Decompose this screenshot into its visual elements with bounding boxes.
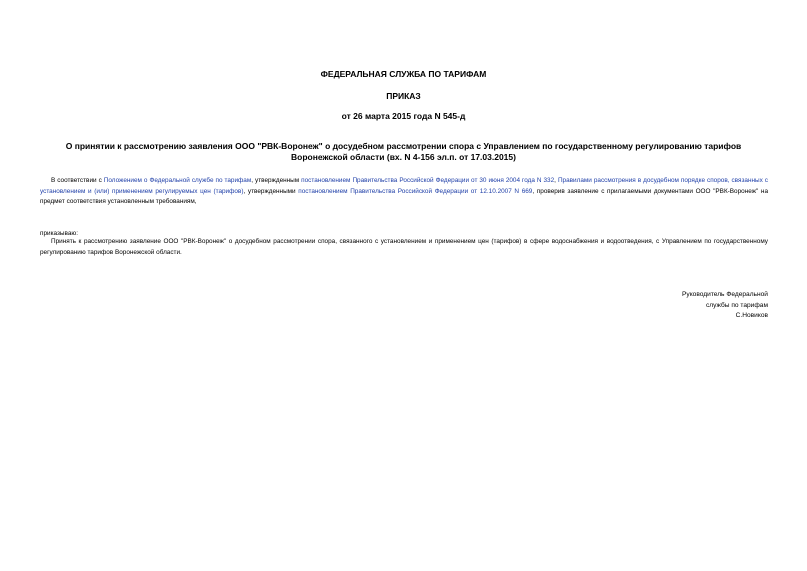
signature-line-2: службы по тарифам <box>705 301 768 309</box>
link-dispute-rules[interactable]: Правилами рассмотрения в досудебном порядке споров, связанных с установлением и (или) применением регулируемых цен (тарифов) <box>40 177 768 195</box>
preamble-text-5: , проверив заявление с прилагаемыми документами ООО "РВК-Воронеж" на предмет соответствия установленным требованиям, <box>40 187 769 205</box>
signature-block <box>568 290 768 322</box>
subject-line-1: О принятии к рассмотрению заявления ООО "РВК-Воронеж" о досудебном рассмотрении спора с Управлением по государственному регулированию тарифов <box>65 141 742 151</box>
preamble-text-4: , утвержденными <box>243 187 299 195</box>
link-government-decree-669[interactable]: постановлением Правительства Российской Федерации от 12.10.2007 N 669 <box>298 187 533 195</box>
agency-title: ФЕДЕРАЛЬНАЯ СЛУЖБА ПО ТАРИФАМ <box>320 69 487 79</box>
order-word: приказываю: <box>40 230 78 237</box>
link-fst-regulation[interactable]: Положением о Федеральной службе по тарифам <box>103 177 252 184</box>
document-date-number: от 26 марта 2015 года N 545-д <box>341 111 466 121</box>
link-government-decree-332[interactable]: постановлением Правительства Российской Федерации от 30 июня 2004 года N 332 <box>301 177 555 184</box>
document-type: ПРИКАЗ <box>386 91 421 101</box>
preamble-text-2: , утвержденным <box>251 177 302 184</box>
signature-name: С.Новиков <box>735 312 768 319</box>
document-subject <box>40 141 767 163</box>
preamble-paragraph <box>40 176 768 208</box>
subject-line-2: Воронежской области (вх. N 4-156 эл.п. от 17.03.2015) <box>291 152 516 162</box>
order-paragraph: Принять к рассмотрению заявление ООО "РВК-Воронеж" о досудебном рассмотрении спора, связанного с установлением и применением цен (тарифов) в сфере водоснабжения и водоотведения, с Управлением по государственному регулированию тарифов Воронежской области. <box>40 238 768 256</box>
preamble-text-3: , <box>554 177 558 184</box>
signature-line-1: Руководитель Федеральной <box>682 291 768 298</box>
preamble-text-1: В соответствии с <box>51 177 104 184</box>
